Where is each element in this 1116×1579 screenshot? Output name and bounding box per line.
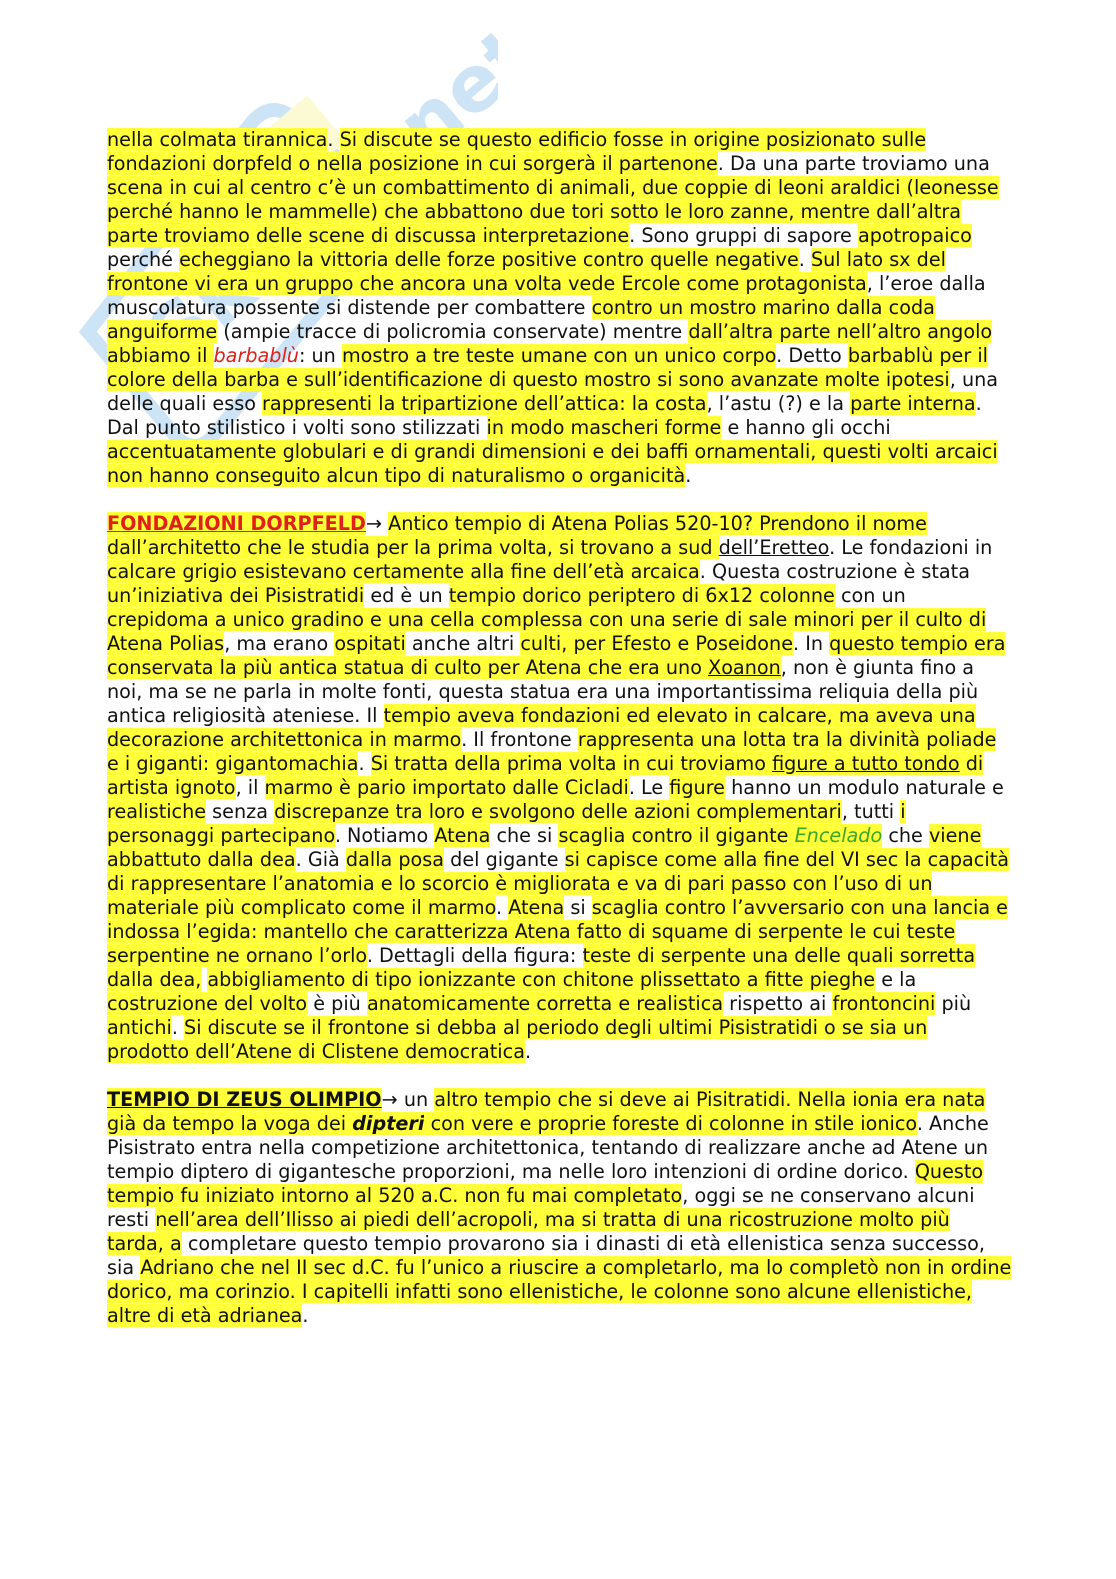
term-barbablu: barbablù [213,344,299,367]
arrow-icon: → [365,512,389,535]
paragraph-fondazioni-dorpfeld: FONDAZIONI DORPFELD→ Antico tempio di Atena Polias 520-10? Prendono il nome dall’architetto che le studia per la prima volta, si trovano a sud dell’Eretteo. Le fondazioni in calcare grigio esistevano certamente alla fine dell’età arcaica. Questa costruzione è stata un’iniziativa dei Pisistratidi ed è un tempio dorico periptero di 6x12 colonne con un crepidoma a unico gradino e una cella complessa con una serie di sale minori per il culto di Atena Polias, ma erano ospitati anche altri culti, per Efesto e Poseidone. In questo tempio era conservata la più antica statua di culto per Atena che era uno Xoanon, non è giunta fino a noi, ma se ne parla in molte fonti, questa statua era una importantissima reliquia della più antica religiosità ateniese. Il tempio aveva fondazioni ed elevato in calcare, ma aveva una decorazione architettonica in marmo. Il frontone rappresenta una lotta tra la divinità poliade e i giganti: gigantomachia. Si tratta della prima volta in cui troviamo figure a tutto tondo di artista ignoto, il marmo è pario importato dalle Cicladi. Le figure hanno un modulo naturale e realistiche senza discrepanze tra loro e svolgono delle azioni complementari, tutti i personaggi partecipano. Notiamo Atena che si scaglia contro il gigante Encelado che viene abbattuto dalla dea. Già dalla posa del gigante si capisce come alla fine del VI sec la capacità di rappresentare l’anatomia e lo scorcio è migliorata e va di pari passo con l’uso di un materiale più complicato come il marmo. Atena si scaglia contro l’avversario con una lancia e indossa l’egida: mantello che caratterizza Atena fatto di squame di serpente le cui teste serpentine ne ornano l’orlo. Dettagli della figura: teste di serpente una delle quali sorretta dalla dea, abbigliamento di tipo ionizzante con chitone plissettato a fitte pieghe e la costruzione del volto è più anatomicamente corretta e realistica rispetto ai frontoncini più antichi. Si discute se il frontone si debba al periodo degli ultimi Pisistratidi o se sia un prodotto dell’Atene di Clistene democratica. [107,512,1009,1063]
document-body [107,128,1012,1352]
term-encelado: Encelado [794,824,883,847]
paragraph-tempio-zeus-olimpio: TEMPIO DI ZEUS OLIMPIO→ un altro tempio che si deve ai Pisitratidi. Nella ionia era nata già da tempo la voga dei dipteri con vere e proprie foreste di colonne in stile ionico. Anche Pisistrato entra nella competizione architettonica, tentando di realizzare anche ad Atene un tempio diptero di gigantesche proporzioni, ma nelle loro intenzioni di ordine dorico. Questo tempio fu iniziato intorno al 520 a.C. non fu mai completato, oggi se ne conservano alcuni resti nell’area dell’Ilisso ai piedi dell’acropoli, ma si tratta di una ricostruzione molto più tarda, a completare questo tempio provarono sia i dinasti di età ellenistica senza successo, sia Adriano che nel II sec d.C. fu l’unico a riuscire a completarlo, ma lo completò non in ordine dorico, ma corinzio. I capitelli infatti sono ellenistiche, le colonne sono alcune ellenistiche, altre di età adrianea. [107,1088,1012,1327]
arrow-icon: → [381,1088,404,1111]
heading-tempio-zeus-olimpio: TEMPIO DI ZEUS OLIMPIO [107,1088,382,1111]
paragraph-frontone: nella colmata tirannica. Si discute se questo edificio fosse in origine posizionato sulle fondazioni dorpfeld o nella posizione in cui sorgerà il partenone. Da una parte troviamo una scena in cui al centro c’è un combattimento di animali, due coppie di leoni araldici (leonesse perché hanno le mammelle) che abbattono due tori sotto le loro zanne, mentre dall’altra parte troviamo delle scene di discussa interpretazione. Sono gruppi di sapore apotropaico perché echeggiano la vittoria delle forze positive contro quelle negative. Sul lato sx del frontone vi era un gruppo che ancora una volta vede Ercole come protagonista, l’eroe dalla muscolatura possente si distende per combattere contro un mostro marino dalla coda anguiforme (ampie tracce di policromia conservate) mentre dall’altra parte nell’altro angolo abbiamo il barbablù: un mostro a tre teste umane con un unico corpo. Detto barbablù per il colore della barba e sull’identificazione di questo mostro si sono avanzate molte ipotesi, una delle quali esso rappresenti la tripartizione dell’attica: la costa, l’astu (?) e la parte interna. Dal punto stilistico i volti sono stilizzati in modo mascheri forme e hanno gli occhi accentuatamente globulari e di grandi dimensioni e dei baffi ornamentali, questi volti arcaici non hanno conseguito alcun tipo di naturalismo o organicità. [107,128,999,487]
term-dipteri: dipteri [352,1112,425,1135]
heading-fondazioni-dorpfeld: FONDAZIONI DORPFELD [107,512,366,535]
